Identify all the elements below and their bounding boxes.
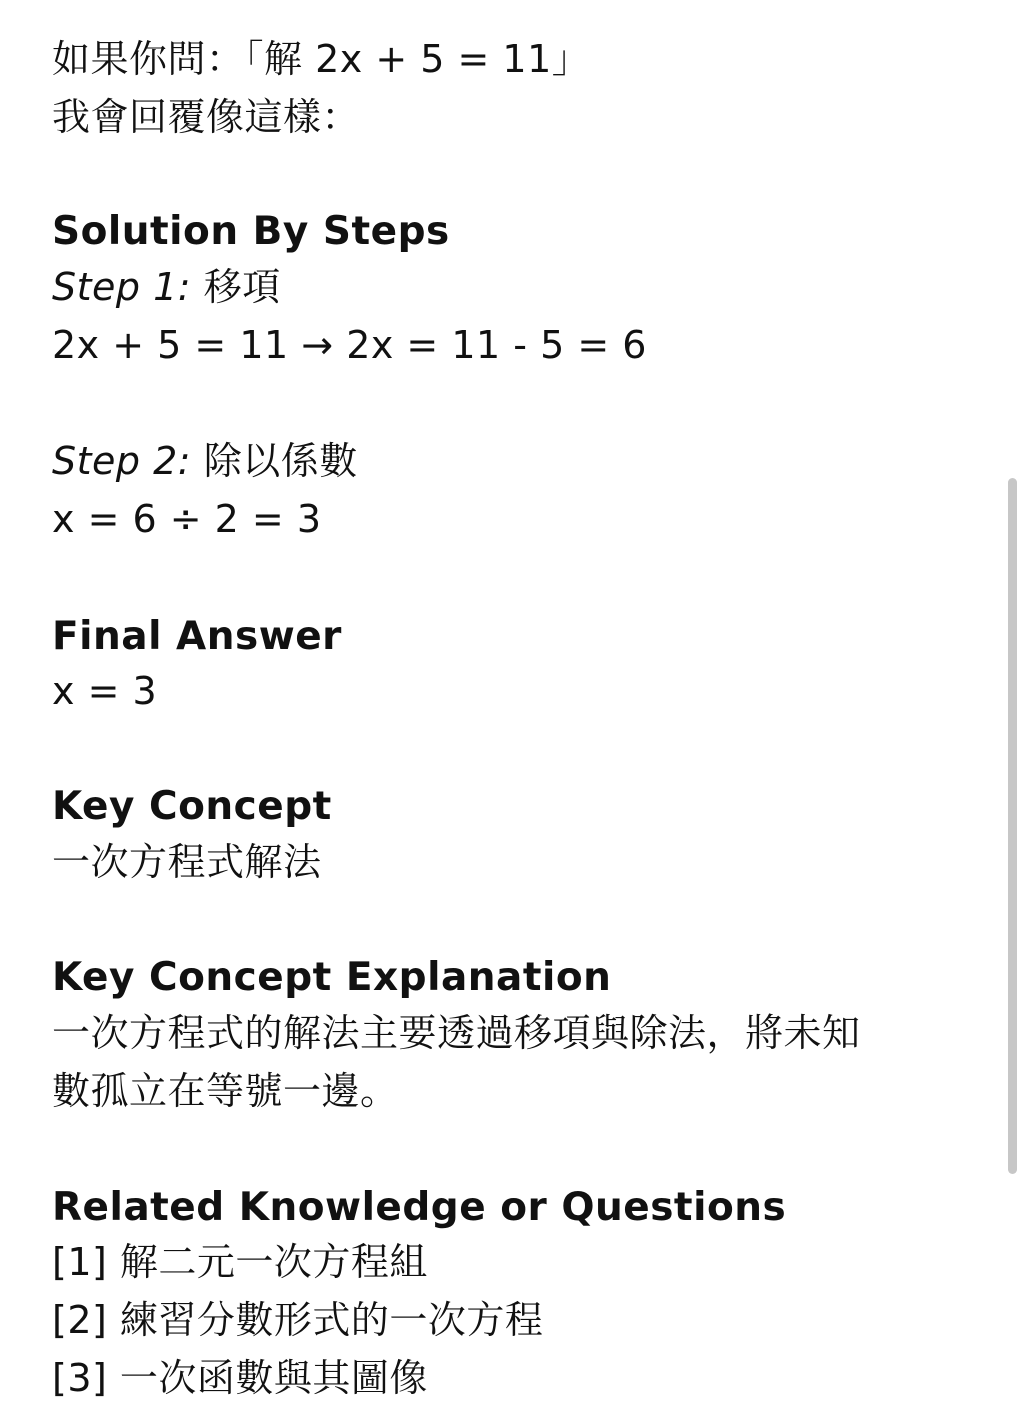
final-answer-heading: Final Answer [52, 614, 342, 659]
intro-question: 如果你問：「解 2x + 5 = 11」 [52, 37, 591, 81]
solution-heading: Solution By Steps [52, 209, 450, 254]
related-heading: Related Knowledge or Questions [52, 1185, 787, 1230]
related-item-3[interactable]: [3] 一次函數與其圖像 [52, 1356, 428, 1400]
key-concept-explanation-heading: Key Concept Explanation [52, 955, 612, 1000]
key-concept-explanation-line-2: 數孤立在等號一邊。 [52, 1069, 399, 1113]
intro-reply: 我會回覆像這樣： [52, 95, 361, 139]
final-answer-value: x = 3 [52, 669, 158, 713]
related-item-2[interactable]: [2] 練習分數形式的一次方程 [52, 1298, 544, 1342]
key-concept-value: 一次方程式解法 [52, 840, 322, 884]
key-concept-explanation-line-1: 一次方程式的解法主要透過移項與除法，將未知 [52, 1011, 861, 1055]
step-2-title: 除以係數 [203, 439, 358, 483]
step-2-header [52, 439, 358, 483]
step-1-header [52, 265, 281, 309]
step-2-equation: x = 6 ÷ 2 = 3 [52, 497, 322, 541]
key-concept-heading: Key Concept [52, 784, 332, 829]
step-1-label: Step 1: [52, 265, 192, 309]
step-1-title: 移項 [203, 265, 281, 309]
step-2-label: Step 2: [52, 439, 192, 483]
step-1-equation: 2x + 5 = 11 → 2x = 11 - 5 = 6 [52, 323, 647, 367]
related-item-1[interactable]: [1] 解二元一次方程組 [52, 1240, 428, 1284]
scrollbar[interactable] [1008, 478, 1017, 1174]
